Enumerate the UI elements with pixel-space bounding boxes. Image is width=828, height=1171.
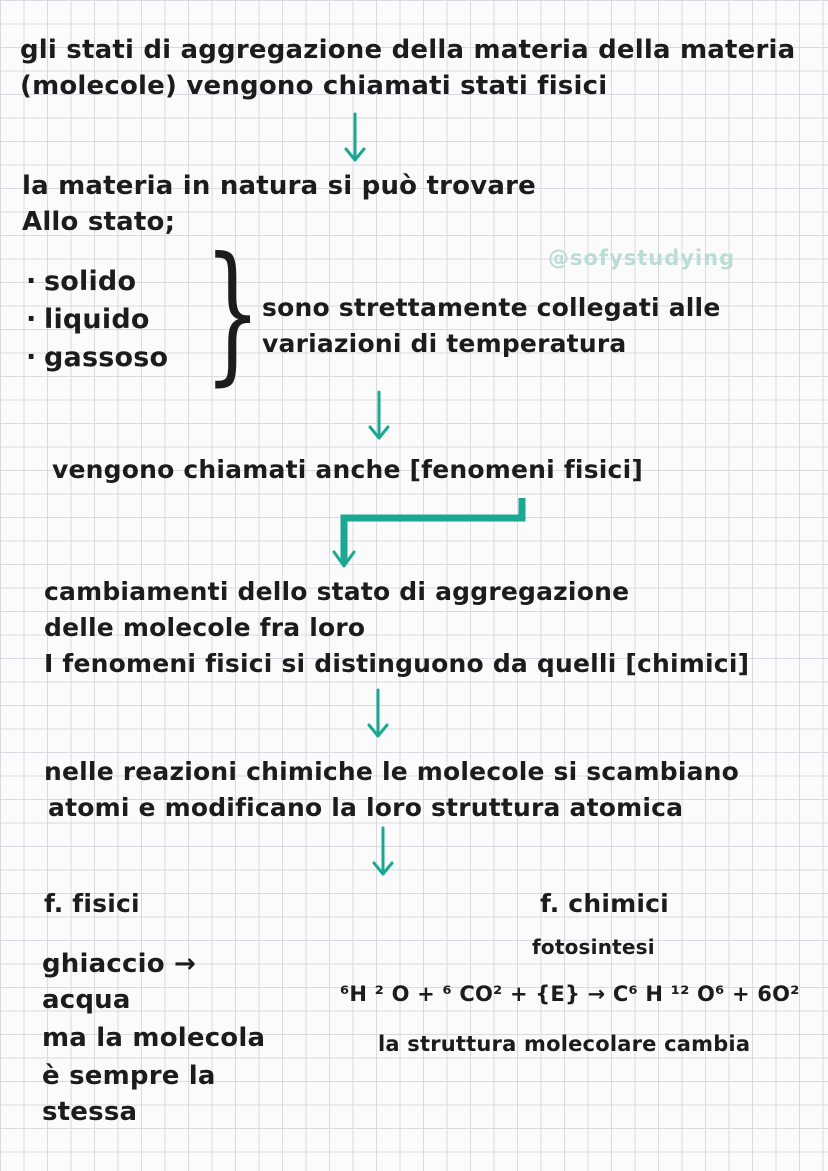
physical-line-4: è sempre la: [42, 1061, 216, 1091]
reactions-line-2: atomi e modificano la loro struttura atomica: [48, 793, 684, 822]
chemical-subheading: fotosintesi: [532, 935, 655, 959]
physical-line-1: ghiaccio →: [42, 949, 197, 979]
bullet-icon: ·: [26, 266, 37, 297]
elbow-arrow-icon: [326, 494, 532, 574]
states-note-line-1: sono strettamente collegati alle: [262, 293, 721, 322]
chemical-heading: f. chimici: [540, 889, 669, 918]
curly-brace-icon: }: [204, 226, 262, 400]
chemical-note: la struttura molecolare cambia: [378, 1032, 751, 1056]
changes-line-2: delle molecole fra loro: [44, 613, 366, 642]
list-item: [26, 304, 150, 335]
state-liquid: liquido: [44, 304, 150, 335]
nature-line-2: Allo stato;: [22, 207, 176, 237]
physical-line-3: ma la molecola: [42, 1023, 266, 1053]
physical-phenomena-line: vengono chiamati anche [fenomeni fisici]: [52, 455, 643, 484]
reactions-line-1: nelle reazioni chimiche le molecole si scambiano: [44, 757, 740, 786]
states-note-line-2: variazioni di temperatura: [262, 329, 627, 358]
physical-heading: f. fisici: [44, 889, 140, 918]
intro-line-2: (molecole) vengono chiamati stati fisici: [20, 71, 608, 101]
chemical-equation: ⁶H ² O + ⁶ CO² + {E} → C⁶ H ¹² O⁶ + 6O²: [340, 982, 800, 1006]
changes-line-3: I fenomeni fisici si distinguono da quelli [chimici]: [44, 649, 750, 678]
down-arrow-icon: [366, 390, 392, 442]
physical-line-5: stessa: [42, 1097, 138, 1127]
state-gas: gassoso: [44, 342, 169, 373]
bullet-icon: ·: [26, 342, 37, 373]
intro-line-1: gli stati di aggregazione della materia della materia: [20, 35, 796, 65]
list-item: [26, 266, 136, 297]
list-item: [26, 342, 168, 373]
watermark: @sofystudying: [548, 246, 736, 270]
changes-line-1: cambiamenti dello stato di aggregazione: [44, 577, 630, 606]
down-arrow-icon: [342, 112, 368, 164]
state-solid: solido: [44, 266, 137, 297]
down-arrow-icon: [370, 826, 396, 878]
nature-line-1: la materia in natura si può trovare: [22, 171, 536, 201]
physical-line-2: acqua: [42, 985, 131, 1015]
down-arrow-icon: [365, 688, 391, 740]
bullet-icon: ·: [26, 304, 37, 335]
